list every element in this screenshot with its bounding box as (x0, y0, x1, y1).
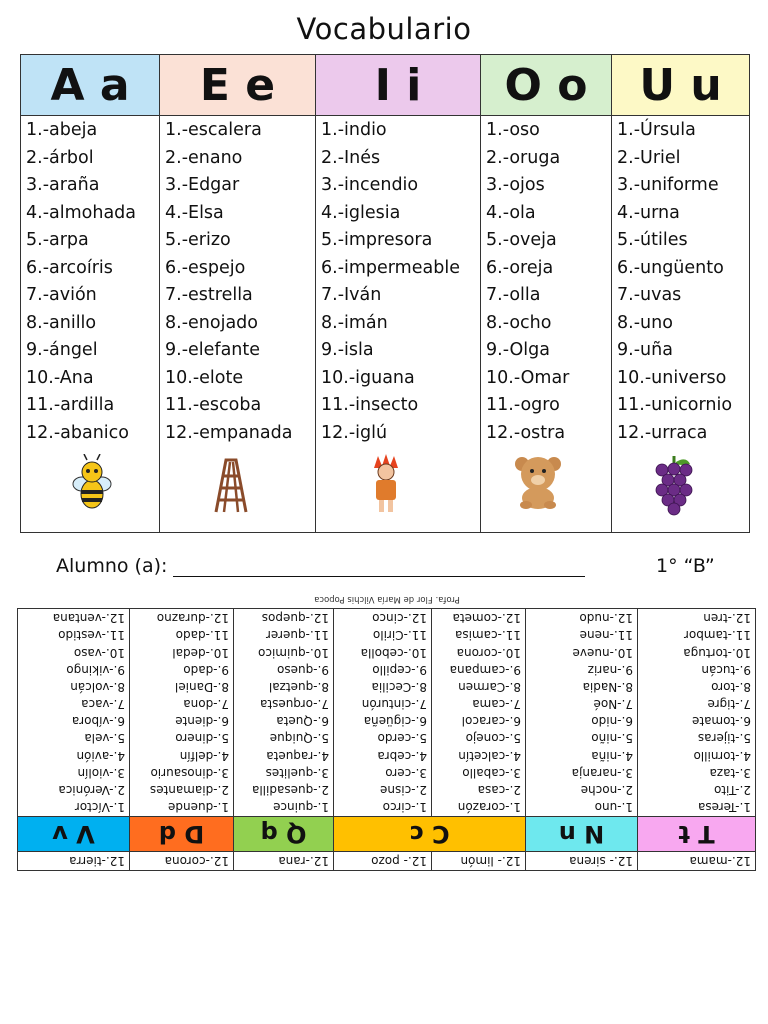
word-item: 9.-Olga (486, 340, 550, 360)
word-item: 3.-dinosaurio (150, 765, 229, 780)
second-header-row (18, 817, 756, 852)
word-item: 12.-ostra (486, 422, 566, 443)
word-item: 6.-tomate (692, 714, 751, 729)
word-item: 7.-avión (26, 285, 97, 305)
word-item: 3.-ojos (486, 175, 545, 195)
bear-picture (512, 452, 564, 510)
word-item: 1.-quince (273, 800, 329, 815)
word-item: 12.-ventana (52, 611, 125, 626)
word-item: 8.-Daniel (174, 679, 229, 694)
word-item: 11.-vestido (58, 628, 125, 643)
word-item: 7.-dona (183, 697, 229, 712)
word-item: 8.-Nadia (582, 679, 633, 694)
word-list-c1 (432, 609, 526, 817)
word-list-c2 (334, 609, 432, 817)
pictures-row (20, 448, 749, 526)
word-item: 12.-durazno (156, 611, 229, 626)
word-item: 4.-urna (617, 202, 680, 223)
word-item: 2.-casa (477, 783, 521, 798)
word-item: 6.-víbora (71, 714, 125, 729)
word-item: 2.-quesadilla (252, 783, 329, 798)
word-item: 5.-cerdo (377, 731, 427, 746)
header-row (21, 55, 750, 116)
word-item: 5.-vela (84, 731, 125, 746)
word-item: 3.-araña (26, 175, 100, 195)
word-item: 2.-enano (165, 147, 243, 168)
second-top-row (18, 852, 756, 871)
word-item: 9.-uña (617, 340, 673, 360)
word-item: 1.-escalera (165, 120, 262, 140)
word-item: 12.-abanico (26, 422, 129, 443)
word-item: 3.-incendio (321, 175, 419, 195)
word-item: 7.-Noé (593, 697, 633, 712)
word-item: 2.-oruga (486, 147, 561, 168)
column-header-u: U u (612, 55, 750, 116)
word-item: 5.-niño (591, 731, 633, 746)
word-item: 6.-diente (175, 714, 229, 729)
word-item: 8.-Carmen (458, 679, 521, 694)
word-item: 4.-iglesia (321, 202, 401, 223)
word-item: 7.-vaca (81, 697, 125, 712)
word-item: 1.-circo (382, 800, 427, 815)
word-item: 2.-Verónica (58, 783, 125, 798)
word-item: 10.-quimico (258, 645, 329, 660)
word-item: 12.-cometa (452, 611, 521, 626)
word-item: 7.-tigre (707, 697, 751, 712)
word-item: 10.-vaso (73, 645, 125, 660)
indian-picture (368, 454, 404, 516)
word-item: 5.-tijeras (697, 731, 751, 746)
word-item: 6.-nido (591, 714, 633, 729)
word-item: 4.-niña (591, 748, 633, 763)
word-item: 6.-Queta (276, 714, 329, 729)
word-item: 3.-uniforme (617, 175, 719, 195)
flipped-worksheet (18, 596, 756, 1024)
word-list-n (526, 609, 638, 817)
word-item: 4.-calcetín (458, 748, 521, 763)
word-list-q (234, 609, 334, 817)
word-item: 11.-ogro (486, 395, 560, 415)
word-item: 11.-querer (265, 628, 329, 643)
word-item: 7.-estrella (165, 285, 253, 305)
word-item: 2.-Uriel (617, 147, 681, 168)
word-item: 11.-camisa (455, 628, 521, 643)
column-header-t: T t (638, 817, 756, 852)
word-item: 4.-raqueta (266, 748, 329, 763)
word-item: 12.-nudo (579, 611, 633, 626)
word-item: 11.-dado (175, 628, 229, 643)
word-item: 9.-dado (183, 662, 229, 677)
ladder-picture (208, 456, 254, 514)
column-header-q: Q q (234, 817, 334, 852)
word-item: 9.-isla (321, 340, 374, 360)
column-header-o: O o (481, 55, 612, 116)
word-item: 6.-impermeable (321, 257, 460, 278)
top-word-d: 12.-corona (130, 852, 234, 871)
word-item: 2.-árbol (26, 147, 94, 168)
word-item: 8.-ocho (486, 312, 552, 333)
word-item: 3.-quelites (265, 765, 329, 780)
word-item: 8.-anillo (26, 312, 97, 333)
word-item: 5.-conejo (465, 731, 521, 746)
word-item: 8.-enojado (165, 312, 258, 333)
page-title: Vocabulario (296, 12, 472, 46)
word-item: 4.-avión (76, 748, 125, 763)
word-item: 7.-Iván (321, 285, 382, 305)
word-item: 1.-Víctor (74, 800, 125, 815)
top-word-t: 12.-mama (638, 852, 756, 871)
word-item: 11.-escoba (165, 395, 262, 415)
word-item: 9.-tucán (701, 662, 751, 677)
word-item: 9.-nariz (587, 662, 633, 677)
word-item: 7.-cama (472, 697, 521, 712)
word-item: 3.-Edgar (165, 175, 240, 195)
student-name-line[interactable] (173, 558, 585, 577)
word-item: 5.-erizo (165, 230, 231, 250)
column-header-v: V v (18, 817, 130, 852)
word-item: 8.-uno (617, 312, 673, 333)
column-header-n: N n (526, 817, 638, 852)
column-header-a: A a (21, 55, 160, 116)
top-word-c1: 12.- limón (432, 852, 526, 871)
word-item: 5.-útiles (617, 230, 688, 250)
second-words-row (18, 609, 756, 817)
word-item: 1.-Úrsula (617, 120, 696, 140)
word-item: 3.-violín (77, 765, 125, 780)
word-item: 6.-ungüento (617, 257, 724, 278)
word-item: 7.-cinturón (361, 697, 427, 712)
word-item: 12.-quepos (261, 611, 329, 626)
word-item: 1.-duende (168, 800, 229, 815)
word-item: 11.-unicornio (617, 395, 733, 415)
word-item: 9.-ángel (26, 340, 98, 360)
word-item: 5.-dinero (175, 731, 229, 746)
word-item: 12.-urraca (617, 422, 708, 443)
word-list-d (130, 609, 234, 817)
word-list-t (638, 609, 756, 817)
word-item: 11.-nene (579, 628, 633, 643)
word-item: 10.-corona (456, 645, 521, 660)
word-item: 12.-cinco (372, 611, 427, 626)
word-item: 3.-taza (709, 765, 751, 780)
word-item: 1.-abeja (26, 120, 98, 140)
word-item: 8.-toro (711, 679, 751, 694)
student-name-label (56, 555, 585, 577)
word-item: 5.-Quique (269, 731, 329, 746)
word-item: 12.-empanada (165, 422, 293, 443)
word-item: 6.-espejo (165, 257, 246, 278)
word-item: 1.-oso (486, 120, 540, 140)
word-item: 10.-Omar (486, 367, 570, 388)
top-word-n: 12.- sirena (526, 852, 638, 871)
word-item: 4.-Elsa (165, 202, 224, 223)
word-item: 12.-tren (703, 611, 751, 626)
column-header-e: E e (160, 55, 316, 116)
word-item: 11.-Cirilo (372, 628, 427, 643)
top-word-c2: 12.- pozo (334, 852, 432, 871)
word-item: 9.-queso (277, 662, 329, 677)
word-item: 5.-impresora (321, 230, 433, 250)
word-item: 10.-Ana (26, 367, 94, 388)
word-item: 1.-indio (321, 120, 387, 140)
word-item: 10.-universo (617, 367, 727, 388)
word-item: 6.-caracol (461, 714, 521, 729)
word-item: 1.-Teresa (697, 800, 751, 815)
word-item: 9.-elefante (165, 340, 261, 360)
word-item: 11.-ardilla (26, 395, 115, 415)
word-item: 10.-cebolla (360, 645, 427, 660)
word-item: 4.-tornillo (693, 748, 751, 763)
word-item: 3.-cero (385, 765, 427, 780)
word-item: 10.-elote (165, 367, 244, 388)
word-item: 9.-cepillo (372, 662, 427, 677)
word-item: 7.-uvas (617, 285, 682, 305)
word-item: 10.-nueve (572, 645, 633, 660)
word-item: 12.-iglú (321, 422, 388, 443)
word-item: 4.-delfín (179, 748, 229, 763)
word-item: 4.-almohada (26, 202, 136, 223)
word-item: 4.-ola (486, 202, 536, 223)
word-item: 1.-corazón (457, 800, 521, 815)
word-item: 11.-insecto (321, 395, 419, 415)
column-header-d: D d (130, 817, 234, 852)
word-item: 7.-orquesta (260, 697, 329, 712)
word-item: 11.-tambor (683, 628, 751, 643)
word-item: 3.-naranja (571, 765, 633, 780)
word-item: 6.-oreja (486, 257, 554, 278)
word-item: 9.-campana (449, 662, 521, 677)
column-header-c: C c (334, 817, 526, 852)
word-item: 2.-diamantes (149, 783, 229, 798)
word-list-v (18, 609, 130, 817)
grade-label: 1° “B” (656, 555, 715, 577)
word-item: 6.-arcoíris (26, 257, 113, 278)
word-item: 2.-Inés (321, 147, 381, 168)
grapes-picture (652, 454, 696, 516)
word-item: 10.-dedal (172, 645, 229, 660)
word-item: 1.-uno (594, 800, 633, 815)
word-item: 5.-arpa (26, 230, 89, 250)
word-item: 6.-cigüeña (363, 714, 427, 729)
bee-picture (68, 454, 116, 514)
word-item: 7.-olla (486, 285, 541, 305)
word-item: 8.-imán (321, 312, 388, 333)
top-word-q: 12.-rana (234, 852, 334, 871)
word-item: 8.-volcán (70, 679, 125, 694)
word-item: 2.-noche (580, 783, 633, 798)
column-header-i: I i (316, 55, 481, 116)
word-item: 4.-cebra (377, 748, 427, 763)
second-vocabulary-table (17, 608, 756, 871)
word-item: 10.-tortuga (683, 645, 751, 660)
top-word-v: 12.-tierra (18, 852, 130, 871)
word-item: 3.-caballo (462, 765, 521, 780)
teacher-credit: Profa. Flor de María Vilchis Popoca (314, 594, 460, 604)
word-item: 2.-Tito (713, 783, 751, 798)
word-item: 8.-quetzal (268, 679, 329, 694)
word-item: 10.-iguana (321, 367, 415, 388)
student-label-text: Alumno (a): (56, 555, 168, 577)
word-item: 5.-oveja (486, 230, 557, 250)
word-item: 8.-Cecilia (371, 679, 427, 694)
word-item: 9.-vikingo (66, 662, 125, 677)
word-item: 2.-cisne (380, 783, 427, 798)
